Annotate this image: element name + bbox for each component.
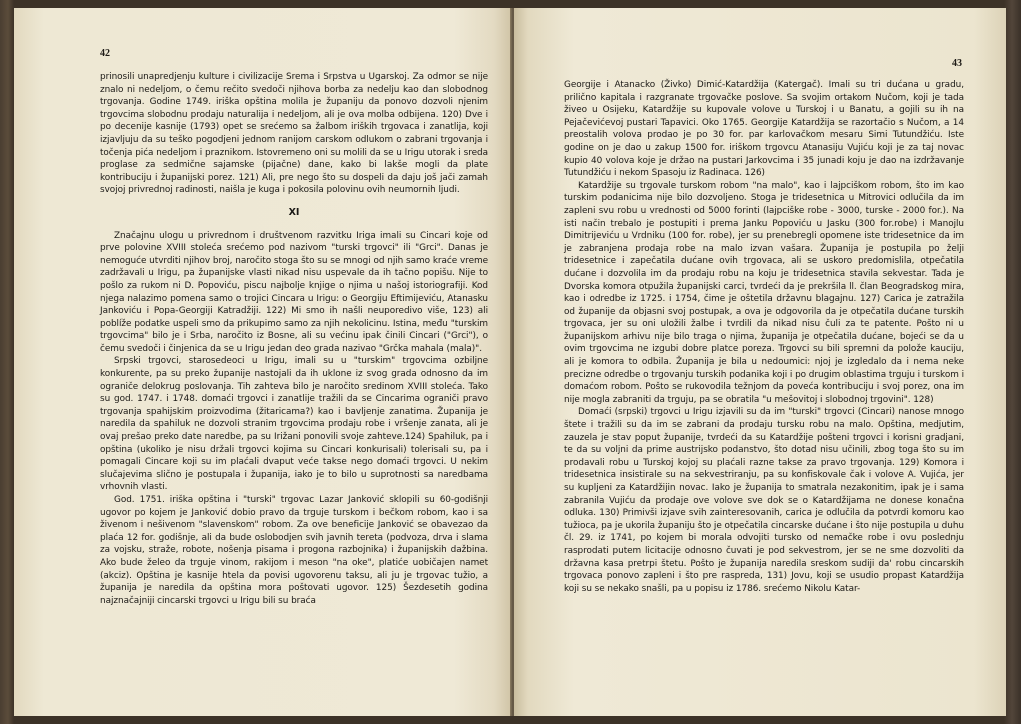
paragraph: Georgije i Atanacko (Živko) Dimić-Katardžija (Katergač). Imali su tri dućana u gradu, prilično kapitala i razgranate trgovačke poslove. Sa svojim ortakom Nučom, koji je tada živeo u Osijeku, Katardžije su kupovale volove u Turskoj i u Banatu, a gojili su ih na Pejačevićevoj pustari Tapavici. Oko 1765. Georgije Katardžija se razortačio s Nučom, a 14 preostalih volova prodao je po 30 for. par karlovačkom mesaru Simi Tutundžiću. Iste godine on je dao u zakup 1500 for. iriškom trgovcu Atanasiju Vujiću koji je za taj novac kupio 40 volova koje je držao na pustari Jarkovcima i 35 junadi koju je dao na izdržavanje Tutundžiću i nekom Spasoju iz Radinaca. 126) xyxy=(564,80,964,179)
paragraph: Katardžije su trgovale turskom robom "na malo", kao i lajpciškom robom, što im kao turskim podanicima nije bilo dozvoljeno. Stoga je tridesetnica u Mitrovici odlučila da im zapleni svu robu u vrednosti od 5000 forinti (lajpciške robe - 3000, turske - 2000 for.). Na isti način trebalo je postupiti i prema Janku Popoviću u Jasku (300 for.robe) i Manojlu Dimitrijeviću u Vrdniku (100 for. robe), jer su prenebregli opomene iste tridesetnice da im je zabranjena prodaja robe na malo izvan vašara. Županija je postupila po želji tridesetnice i zapečatila dućane ovih trgovaca, ali se uskoro predomislila, otpečatila dućane i dozvolila im da prodaju robu na koju je tridesetnica stavila sekvestar. Tada je Dvorska komora otpužila županijski carci, tvrdeći da je prekršila ll. član Beogradskog mira, kao i odredbe iz 1725. i 1754, čime je oštetila državnu blagajnu. 127) Carica je zatražila od županije da objasni svoj postupak, a ova je odgovorila da je otpečatila dućane turskih trgovaca, jer su oni uložili žalbe i tvrdili da nikad nisu čuli za te patente. Pošto ni u županijskom arhivu nije bilo traga o njima, županija je otpečatila dućane, bojeći se da u ovim trgovcima ne izgubi dobre platce poreza. Trgovci su bili spremni da polože kauciju, ali je komora to odbila. Županija je bila u nedoumici: njoj je izgledalo da i nema neke preciznе odredbe o trgovanju turskih podanika koji i po drugim oblastima trguju i turskom i domaćom robom. Pošto se rukovodila težnjom da poveća kontribuciju i svoj porez, ona im nije mogla zabraniti da trguju, pa se obratila "u mešovitoj i slobodnoj trgovini". 128) xyxy=(564,180,964,405)
paragraph: Domaći (srpski) trgovci u Irigu izjavili su da im "turski" trgovci (Cincari) nanose mnogo štete i tražili su da im se zabrani da prodaju tursku robu na malo. Opština, medjutim, zauzela je stav poput županije, tvrdeći da su Katardžije pošteni trgovci i korisni gradjani, te da su voljni da prime austrijsko podanstvo, što dotad nisu učinili, zbog toga što su im prodavali robu u Turskoj kojoj su plaćali razne takse za pravo trgovanja. 129) Komora i tridesetnica insistirale su na sekvestriranju, pa su konfiskovale čak i volove A. Vujića, jer su kupljeni za Katardžijin novac. Iako je županija to smatrala nezakonitim, ipak je i sama zabranila Vujiću da prodaje ove volove sve dok se o Katardžijama ne donese konačna odluka. 130) Primivši izjave svih zainteresovanih, carica je odlučila da potvrdi komoru kao tužioca, pa je ukorila županiju što je otpečatila cincarske dućane i što nije postupila u duhu čl. 29. iz 1741, po kojem bi morala odvojiti tursko od nemačke robe i ovu poslednju rasprodati putem licitacije odnosno čuvati je pod sekvestrom, jer se ne sme dozvoliti da državna kasa pretrpi štetu. Pošto je županija naredila sreskom sudiji da' robu cincarskih trgovaca ponovo zapleni i što pre raspreda, 131) Jovu, koji se usudio propast Katardžija koji su se nekako snašli, pa u popisu iz 1786. srećemo Nikolu Katar- xyxy=(564,407,964,594)
right-page xyxy=(514,8,1006,716)
paragraph: Srpski trgovci, starosedeoci u Irigu, imali su u "turskim" trgovcima ozbiljne konkurente, pa su preko županije nastojali da ih uklone iz svog grada odnosno da im ograniče delokrug poslovanja. Tih zahteva bilo je naročito sredinom XVIII stoleća. Tako su god. 1747. i 1748. domaći trgovci i zanatlije tražili da se Cincarima ograniči pravo trgovanja spahijskim proizvodima (žitaricama?) kao i bavljenje zanatima. Županija je naredila da spahiluk ne dozvoli stranim trgovcima prodaju robe i vršenje zanata, ali je ovaj prešao preko date naredbe, pa su Irižani ponovili svoje zahteve.124) Spahiluk, pa i opština (ukoliko je nisu držali trgovci kojima su Cincari konkurisali) tolerisali su, pa i pomagali Cincare koji su im plaćali dvaput veće takse nego domaći trgovci. U nekim slučajevima slično je postupala i županija, iako je to bilo u suprotnosti sa naredbama vrhovnih vlasti. xyxy=(100,356,488,493)
paragraph: God. 1751. iriška opština i "turski" trgovac Lazar Janković sklopili su 60-godišnji ugovor po kojem je Janković dobio pravo da trguje turskom i bečkom robom, kao i sa živenom i nešivenom "slavenskom" robom. Za ove beneficije Janković se obavezao da plaća 12 for. godišnje, ali da bude oslobodjen svih javnih tereta (podvoza, drva i slama za vojsku, straže, robote, nošenja pisama i progona razbojnika) i županijskih dažbina. Ako bude želeo da trguje vinom, rakijom i meson "na oke", platiće uobičajen namet (akciz). Opština je kasnije htela da povisi ugovorenu taksu, ali ju je trgovac tužio, a županija je naredila da opština mora poštovati ugovor. 125) Šezdesetih godina najznačajniji cincarski trgovci u Irigu bili su braća xyxy=(100,495,488,606)
section-heading: XI xyxy=(288,206,300,218)
left-page-text xyxy=(100,71,488,607)
page-number: 42 xyxy=(100,48,110,59)
page-number: 43 xyxy=(952,58,962,69)
paragraph: prinosili unapredjenju kulture i civilizacije Srema i Srpstva u Ugarskoj. Za odmor se nije znalo ni nedeljom, o čemu rečito svedoči njihova borba za nedelju kao dan slobodnog trgovanja. Godine 1749. iriška opština molila je županiju da ponovo dozvoli njenim trgovcima slobodnu prodaju naturalija i nedeljom, ali je ova molba odbijena. 120) Dve i po decenije kasnije (1793) opet se srećemo sa žalbom iriških trgovaca i zanatlija, koji izjavljuju da su teško pogodjeni jednom ranijom carskom odlukom o zabrani trgovanja i točenja pića nedeljom i praznikom. Istovremeno oni su molili da se u Irigu utorak i sreda proglase za sedmične sajamske (pijačne) dane, kako bi lakše mogli da plate kontribuciju i županijski porez. 121) Ali, pre nego što su dospeli da daju još jači zamah svojoj privrednoj radinosti, naišla je kuga i pokosila polovinu ovih neumornih ljudi. xyxy=(100,72,488,196)
paragraph: Značajnu ulogu u privrednom i društvenom razvitku Iriga imali su Cincari koje od prve polovine XVIII stoleća srećemo pod nazivom "turski trgovci" ili "Grci". Danas je nemoguće utvrditi njihov broj, naročito stoga što su se mnogi od njih samo kraće vreme zadržavali u Irigu, pa županijske vlasti nikad nisu uspevale da ih tačno popišu. Nije to pošlo za rukom ni D. Popoviću, piscu najbolje knjige o njima u našoj istoriografiji. Kod njega nalazimo pomena samo o trojici Cincara u Irigu: o Georgiju Eftimijeviću, Atanasku Jankoviću i Popa-Georgiji Katradžiji. 122) Mi smo ih našli neuporedivo više, 123) ali poblíže podatke uspeli smo da prikupimo samo za njih nekolicinu. Istina, među "turskim trgovcima" bilo je i Srba, naročito iz Bosne, ali su većinu ipak činili Cincari ("Grci"), o čemu svedoči i činjenica da se u Irigu jedan deo grada nazivao "Grčka mahala (mala)". xyxy=(100,230,488,354)
right-page-text xyxy=(564,79,964,595)
left-page xyxy=(14,8,512,716)
